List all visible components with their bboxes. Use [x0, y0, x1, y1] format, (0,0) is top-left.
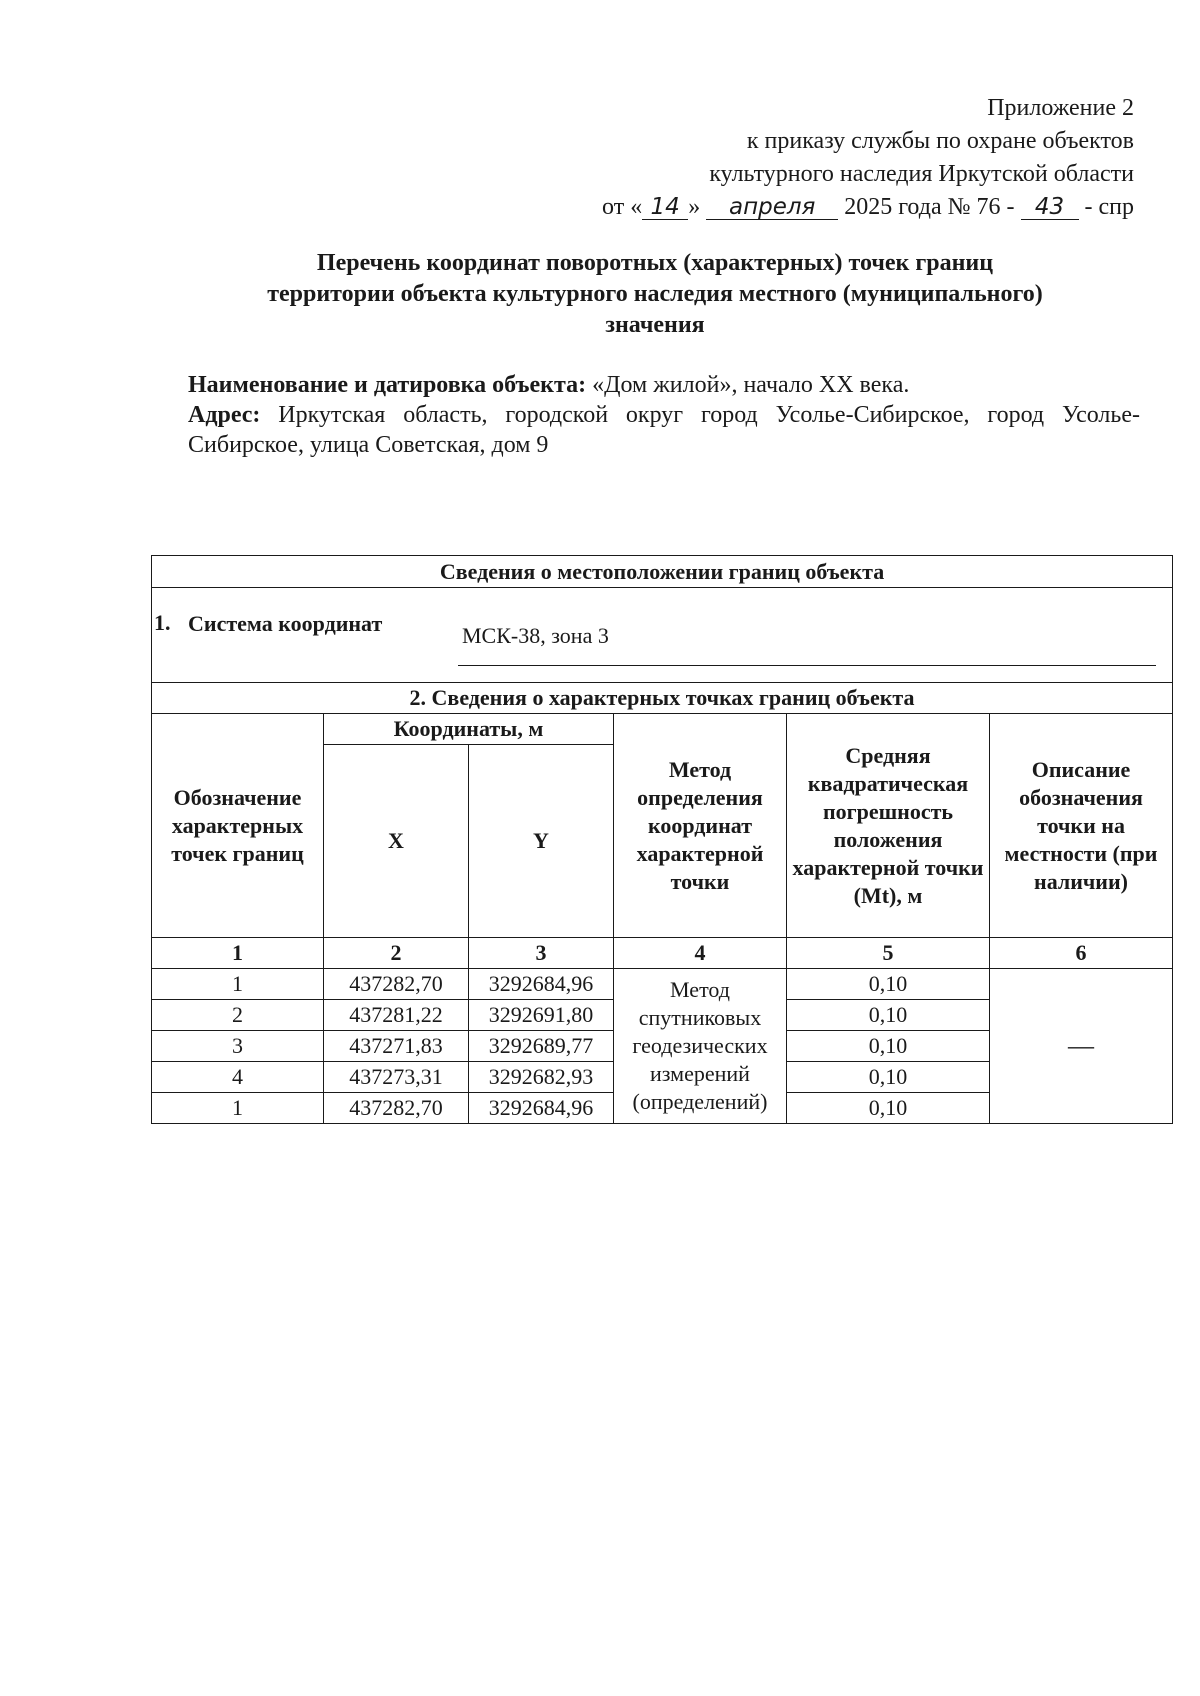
object-info [188, 370, 1140, 460]
point-x: 437271,83 [324, 1031, 469, 1062]
appendix-line-2: к приказу службы по охране объектов [746, 128, 1134, 154]
coordinate-system-value: МСК-38, зона 3 [458, 609, 1156, 666]
point-error: 0,10 [787, 969, 990, 1000]
boundary-table [151, 555, 1173, 1124]
title-line-2: территории объекта культурного наследия местного (муниципального) [267, 281, 1043, 307]
point-x: 437282,70 [324, 969, 469, 1000]
column-number-6: 6 [990, 938, 1173, 969]
header-y: Y [469, 745, 614, 938]
section-2-title: 2. Сведения о характерных точках границ объекта [152, 683, 1173, 714]
point-x: 437281,22 [324, 1000, 469, 1031]
point-id: 2 [152, 1000, 324, 1031]
table-row [152, 969, 1173, 1000]
order-quote-close: » [688, 194, 701, 220]
appendix-header [434, 92, 1134, 224]
appendix-order-line [434, 191, 1134, 224]
point-x: 437273,31 [324, 1062, 469, 1093]
object-address-label: Адрес: [188, 402, 261, 428]
point-id: 4 [152, 1062, 324, 1093]
header-coordinates: Координаты, м [324, 714, 614, 745]
point-error: 0,10 [787, 1093, 990, 1124]
object-name-paragraph [188, 370, 1140, 400]
column-number-1: 1 [152, 938, 324, 969]
point-id: 1 [152, 1093, 324, 1124]
point-y: 3292691,80 [469, 1000, 614, 1031]
point-y: 3292682,93 [469, 1062, 614, 1093]
column-number-2: 2 [324, 938, 469, 969]
object-name-label: Наименование и датировка объекта: [188, 372, 587, 398]
method-value: Метод спутниковых геодезических измерений (определений) [614, 969, 787, 1124]
header-x: X [324, 745, 469, 938]
point-error: 0,10 [787, 1062, 990, 1093]
title-line-1: Перечень координат поворотных (характерных) точек границ [316, 250, 994, 276]
point-id: 1 [152, 969, 324, 1000]
coordinate-system-number: 1. [154, 609, 171, 635]
handwritten-order-number: 43 [1021, 195, 1079, 220]
object-address-value: Иркутская область, городской округ город Усолье-Сибирское, город Усолье-Сибирское, улица Советская, дом 9 [188, 402, 1140, 458]
column-number-4: 4 [614, 938, 787, 969]
point-error: 0,10 [787, 1031, 990, 1062]
order-prefix: от « [602, 194, 643, 220]
coordinate-system-label: Система координат [188, 610, 383, 636]
order-year-text: 2025 года № 76 - [844, 194, 1015, 220]
column-number-5: 5 [787, 938, 990, 969]
handwritten-day: 14 [642, 195, 688, 220]
object-address-paragraph [188, 400, 1140, 460]
object-name-value: «Дом жилой», начало XX века. [586, 372, 910, 398]
coordinate-system-cell [152, 588, 1173, 683]
point-y: 3292684,96 [469, 969, 614, 1000]
point-y: 3292689,77 [469, 1031, 614, 1062]
header-method: Метод определения координат характерной точки [614, 714, 787, 938]
description-value: — [990, 969, 1173, 1124]
document-title [170, 248, 1140, 341]
header-description: Описание обозначения точки на местности (при наличии) [990, 714, 1173, 938]
title-line-3: значения [605, 312, 705, 338]
section-1-title: Сведения о местоположении границ объекта [152, 556, 1173, 588]
appendix-line-1: Приложение 2 [987, 95, 1134, 121]
order-suffix: - спр [1084, 194, 1134, 220]
point-id: 3 [152, 1031, 324, 1062]
handwritten-month: апреля [706, 195, 838, 220]
point-y: 3292684,96 [469, 1093, 614, 1124]
header-designation: Обозначение характерных точек границ [152, 714, 324, 938]
point-x: 437282,70 [324, 1093, 469, 1124]
appendix-line-3: культурного наследия Иркутской области [709, 161, 1134, 187]
header-error: Средняя квадратическая погрешность положения характерной точки (Mt), м [787, 714, 990, 938]
column-number-3: 3 [469, 938, 614, 969]
point-error: 0,10 [787, 1000, 990, 1031]
